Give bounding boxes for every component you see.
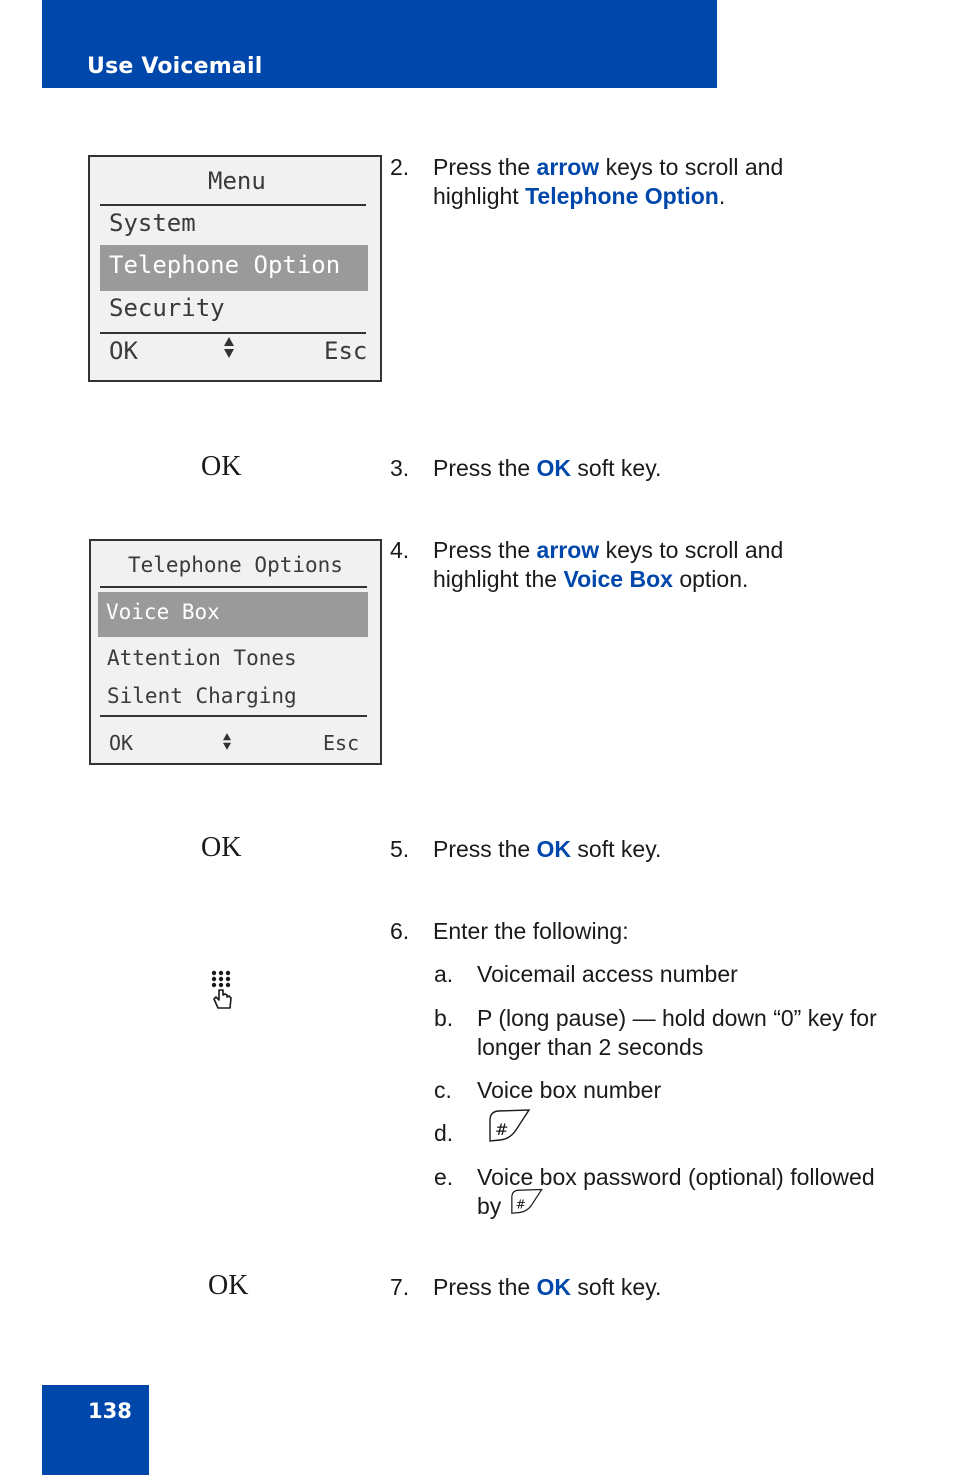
menu-item-voice-box[interactable] (98, 592, 368, 637)
svg-text:#: # (515, 1197, 526, 1212)
divider (100, 715, 367, 717)
menu-item-system[interactable]: System (109, 209, 196, 237)
highlight: Telephone Option (525, 183, 719, 209)
ok-key-label: OK (201, 451, 242, 482)
softkey-esc[interactable]: Esc (324, 337, 368, 365)
page-number-bar (42, 1385, 149, 1475)
text: soft key. (571, 836, 662, 862)
text: keys to scroll and highlight the (433, 537, 784, 592)
phone-screen-telephone-options (89, 539, 382, 765)
page-number: 138 (88, 1399, 132, 1423)
softkey-ok[interactable]: OK (109, 731, 134, 755)
item-letter: e. (434, 1164, 454, 1190)
divider (100, 332, 366, 334)
up-down-arrows-icon (223, 733, 231, 750)
up-down-arrows-icon (224, 337, 234, 358)
hash-key-icon (486, 1108, 531, 1142)
text: Voice box password (optional) followed by (477, 1164, 875, 1219)
text: Press the (433, 537, 537, 563)
item-text: Voicemail access number (477, 961, 738, 987)
header-bar (42, 0, 717, 88)
text: soft key. (571, 455, 662, 481)
text: option. (672, 566, 749, 592)
divider (100, 204, 366, 206)
highlight: OK (536, 836, 572, 862)
menu-item-label: Telephone Option (109, 251, 341, 279)
text: Press the (433, 836, 537, 862)
step-number: 3. (390, 455, 410, 481)
highlight: arrow (536, 154, 600, 180)
text: soft key. (571, 1274, 662, 1300)
menu-item-silent-charging[interactable]: Silent Charging (107, 684, 297, 708)
item-letter: c. (434, 1077, 452, 1103)
text: keys to scroll and highlight (433, 154, 784, 209)
step-text: Enter the following: (433, 918, 629, 944)
ok-key-label: OK (208, 1270, 249, 1301)
item-text: P (long pause) — hold down “0” key for longer than 2 seconds (477, 1005, 877, 1060)
hash-key-icon (508, 1188, 544, 1214)
screen-title: Menu (208, 167, 266, 195)
menu-item-attention-tones[interactable]: Attention Tones (107, 646, 297, 670)
divider (100, 586, 367, 588)
menu-item-telephone-option[interactable] (100, 245, 368, 291)
step-number: 4. (390, 537, 410, 563)
item-letter: b. (434, 1005, 454, 1031)
step-text (433, 536, 873, 594)
step-number: 6. (390, 918, 410, 944)
highlight: OK (536, 455, 572, 481)
item-text: Voice box number (477, 1077, 662, 1103)
step-text (433, 153, 873, 211)
text: Press the (433, 1274, 537, 1300)
text: Press the (433, 154, 537, 180)
screen-title: Telephone Options (128, 553, 343, 577)
page-title: Use Voicemail (87, 54, 263, 79)
highlight: Voice Box (563, 566, 673, 592)
softkey-ok[interactable]: OK (109, 337, 138, 365)
step-number: 7. (390, 1274, 410, 1300)
step-number: 5. (390, 836, 410, 862)
keypad-hand-icon (210, 970, 236, 1012)
highlight: arrow (536, 537, 600, 563)
ok-key-label: OK (201, 832, 242, 863)
menu-item-label: Voice Box (106, 600, 220, 624)
phone-screen-menu (88, 155, 382, 382)
step-text (433, 835, 873, 864)
svg-text:#: # (495, 1120, 509, 1139)
step-text (433, 1273, 873, 1302)
item-letter: d. (434, 1120, 454, 1146)
softkey-esc[interactable]: Esc (323, 731, 360, 755)
text: Press the (433, 455, 537, 481)
item-text (477, 1163, 887, 1221)
text: . (718, 183, 726, 209)
menu-item-security[interactable]: Security (109, 294, 225, 322)
highlight: OK (536, 1274, 572, 1300)
step-number: 2. (390, 154, 410, 180)
step-text (433, 454, 873, 483)
item-letter: a. (434, 961, 454, 987)
